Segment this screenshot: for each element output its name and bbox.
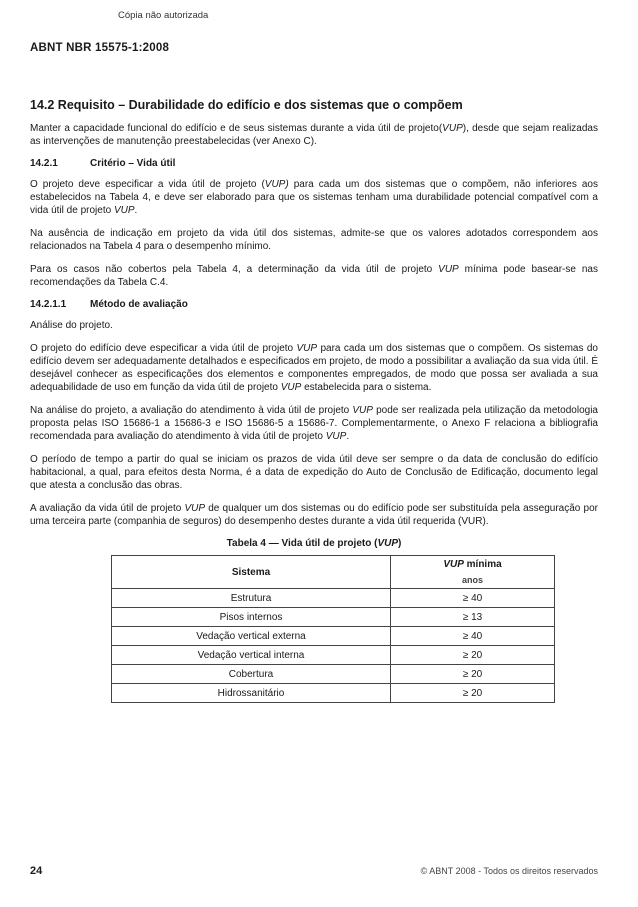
watermark-text: Cópia não autorizada (118, 10, 209, 21)
cell-sistema: Vedação vertical externa (112, 627, 391, 646)
method-paragraph-4: A avaliação da vida útil de projeto VUP de qualquer um dos sistemas ou do edifício pode ser substituída pela asseguração por uma terceira parte (companhia de seguros) do desempenho destes durante a vida útil requerida (VUR). (30, 503, 598, 527)
table-header-row (112, 556, 555, 589)
cell-sistema: Cobertura (112, 665, 391, 684)
criterion-paragraph-2: Na ausência de indicação em projeto da vida útil dos sistemas, admite-se que os valores adotados correspondem aos relacionados na Tabela 4 para o desempenho mínimo. (30, 228, 598, 252)
criterion-paragraph-3: Para os casos não cobertos pela Tabela 4, a determinação da vida útil de projeto VUP mínima pode basear-se nas recomendações da Tabela C.4. (30, 264, 598, 288)
main-content (30, 98, 598, 703)
table-row (112, 627, 555, 646)
criterion-paragraph-1: O projeto deve especificar a vida útil de projeto (VUP) para cada um dos sistemas que o compõem, não inferiores aos estabelecidos na Tabela 4, e deve ser elaborado para que os sistemas tenham uma durabilidade potencial compatível com a vida útil de projeto VUP. (30, 179, 598, 216)
cell-sistema: Hidrossanitário (112, 684, 391, 703)
method-heading: 14.2.1.1 Método de avaliação (30, 299, 188, 310)
copyright-footer: © ABNT 2008 - Todos os direitos reservados (420, 866, 598, 876)
table-row (112, 589, 555, 608)
table-row (112, 665, 555, 684)
table-row (112, 646, 555, 665)
page-number: 24 (30, 865, 43, 877)
cell-vup: ≥ 40 (391, 589, 555, 608)
method-paragraph-1: O projeto do edifício deve especificar a vida útil de projeto VUP para cada um dos sistemas que o compõem. Os sistemas do edifício devem ser adequadamente detalhados e especificados em projeto, de modo a possibilitar a avaliação da sua vida útil. É desejável conhecer as especificações dos elementos e componentes empregados, de modo que possa ser avaliada a sua adequabilidade de uso em função da vida útil de projeto VUP estabelecida para o sistema. (30, 343, 598, 393)
table-row (112, 608, 555, 627)
column-header-sistema: Sistema (112, 556, 391, 589)
section-intro: Manter a capacidade funcional do edifício e de seus sistemas durante a vida útil de projeto(VUP), desde que sejam realizadas as intervenções de manutenção preestabelecidas (ver Anexo C). (30, 123, 598, 147)
cell-vup: ≥ 13 (391, 608, 555, 627)
cell-vup: ≥ 40 (391, 627, 555, 646)
cell-sistema: Estrutura (112, 589, 391, 608)
cell-vup: ≥ 20 (391, 646, 555, 665)
cell-sistema: Vedação vertical interna (112, 646, 391, 665)
table-row (112, 684, 555, 703)
vup-table (111, 555, 555, 703)
criterion-heading: 14.2.1 Critério – Vida útil (30, 158, 176, 169)
table-caption: Tabela 4 — Vida útil de projeto (VUP) (226, 538, 402, 549)
column-header-vup: VUP mínima anos (391, 556, 555, 589)
standard-title: ABNT NBR 15575-1:2008 (30, 42, 170, 54)
method-paragraph-3: O período de tempo a partir do qual se iniciam os prazos de vida útil deve ser sempre o da data de conclusão do edifício habitacional, a qual, para efeitos desta Norma, é a data de expedição do Auto de Conclusão de Edificação, documento legal que atesta a conclusão das obras. (30, 454, 598, 491)
cell-vup: ≥ 20 (391, 684, 555, 703)
cell-vup: ≥ 20 (391, 665, 555, 684)
method-paragraph-2: Na análise do projeto, a avaliação do atendimento à vida útil de projeto VUP pode ser realizada pela utilização da metodologia proposta pelas ISO 15686-1 a 15686-3 e ISO 15686-5 a 15686-7. Complementarmente, o Anexo F relaciona a bibliografia recomendada para avaliação do atendimento à vida útil de projeto VUP. (30, 405, 598, 442)
section-heading: 14.2 Requisito – Durabilidade do edifício e dos sistemas que o compõem (30, 98, 463, 112)
method-paragraph-0: Análise do projeto. (30, 320, 113, 331)
cell-sistema: Pisos internos (112, 608, 391, 627)
